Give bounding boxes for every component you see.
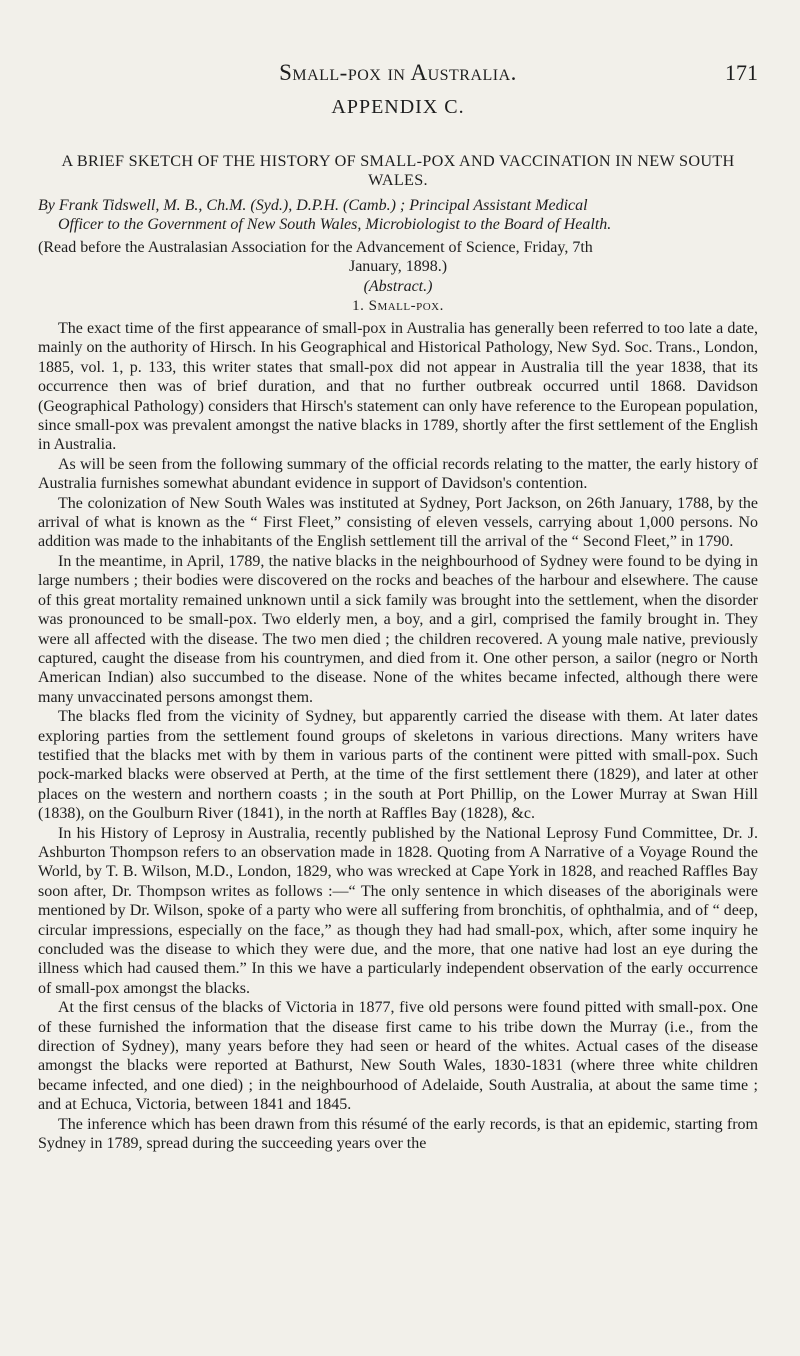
running-title: Small-pox in Australia. — [279, 60, 517, 85]
article-title: A BRIEF SKETCH OF THE HISTORY OF SMALL-POX AND VACCINATION IN NEW SOUTH WALES. — [61, 152, 735, 189]
appendix-heading: APPENDIX C. — [331, 96, 465, 118]
paragraph: At the first census of the blacks of Victoria in 1877, five old persons were found pitted with small-pox. One of these furnished the information that the disease first came to his tribe down the Murray (i.e., from the direction of Sydney), many years before they had seen or heard of the whites. Actual cases of the disease amongst the blacks were reported at Bathurst, New South Wales, 1830-1831 (where three white children became infected, and one died) ; in the neighbourhood of Adelaide, South Australia, at about the same time ; and at Echuca, Victoria, between 1841 and 1845. — [38, 999, 758, 1114]
running-head — [38, 60, 758, 88]
byline — [38, 196, 758, 234]
paragraph: In the meantime, in April, 1789, the native blacks in the neighbourhood of Sydney were found to be dying in large numbers ; their bodies were discovered on the rocks and beaches of the harbour and elsewhere. The cause of this great mortality remained unknown until a sick family was brought into the settlement, when the disorder was pronounced to be small-pox. Two elderly men, a boy, and a girl, comprised the family brought in. They were all affected with the disease. The two men died ; the children recovered. A young male native, previously captured, caught the disease from his countrymen, and died from it. One other person, a sailor (negro or North American Indian) also succumbed to the disease. None of the whites became infected, although there were many unvaccinated persons amongst them. — [38, 552, 758, 706]
byline-line: By Frank Tidswell, M. B., Ch.M. (Syd.), D.P.H. (Camb.) ; Principal Assistant Medical — [38, 197, 588, 214]
paragraph: As will be seen from the following summary of the official records relating to the matter, the early history of Australia furnishes somewhat abundant evidence in support of Davidson's contention. — [38, 455, 758, 493]
paragraph: The inference which has been drawn from this résumé of the early records, is that an epidemic, starting from Sydney in 1789, spread during the succeeding years over the — [38, 1115, 758, 1153]
byline-line: Officer to the Government of New South Wales, Microbiologist to the Board of Health. — [58, 216, 612, 233]
paragraph: The blacks fled from the vicinity of Sydney, but apparently carried the disease with them. At later dates exploring parties from the settlement found groups of skeletons in various directions. Many writers have testified that the blacks met with by them in various parts of the continent were pitted with small-pox. Such pock-marked blacks were observed at Perth, at the time of the first settlement there (1829), and later at other places on the western and northern coasts ; in the south at Port Phillip, on the Lower Murray at Swan Hill (1838), on the Goulburn River (1841), in the north at Raffles Bay (1828), &c. — [38, 708, 758, 823]
section-heading: 1. Small-pox. — [352, 298, 444, 314]
page-number: 171 — [725, 60, 758, 85]
read-note — [38, 238, 758, 276]
paragraph: The exact time of the first appearance of small-pox in Australia has generally been referred to too late a date, mainly on the authority of Hirsch. In his Geographical and Historical Pathology, New Syd. Soc. Trans., London, 1885, vol. 1, p. 133, this writer states that small-pox did not appear in Australia till the year 1838, that its occurrence then was of brief duration, and that no further outbreak occurred until 1868. Davidson (Geographical Pathology) considers that Hirsch's statement can only have reference to the European population, since small-pox was prevalent amongst the native blacks in 1789, shortly after the first settlement of the English in Australia. — [38, 320, 758, 454]
abstract-label: (Abstract.) — [363, 278, 433, 295]
read-note-line: January, 1898.) — [348, 258, 448, 275]
body-text — [38, 319, 758, 1153]
paragraph: The colonization of New South Wales was instituted at Sydney, Port Jackson, on 26th January, 1788, by the arrival of what is known as the “ First Fleet,” consisting of eleven vessels, carrying about 1,000 persons. No addition was made to the inhabitants of the English settlement till the arrival of the “ Second Fleet,” in 1790. — [38, 494, 758, 551]
read-note-line: (Read before the Australasian Association for the Advancement of Science, Friday, 7th — [38, 239, 593, 256]
paragraph: In his History of Leprosy in Australia, recently published by the National Leprosy Fund Committee, Dr. J. Ashburton Thompson refers to an observation made in 1828. Quoting from A Narrative of a Voyage Round the World, by T. B. Wilson, M.D., London, 1829, who was wrecked at Cape York in 1828, and reached Raffles Bay soon after, Dr. Thompson writes as follows :—“ The only sentence in which diseases of the aboriginals were mentioned by Dr. Wilson, spoke of a party who were all suffering from bronchitis, of ophthalmia, and of “ deep, circular impressions, especially on the face,” as though they had had small-pox, which, after some inquiry he concluded was the disease to which they were due, and the more, that one native had lost an eye during the illness which had caused them.” In this we have a particularly independent observation of the early occurrence of small-pox amongst the blacks. — [38, 824, 758, 997]
